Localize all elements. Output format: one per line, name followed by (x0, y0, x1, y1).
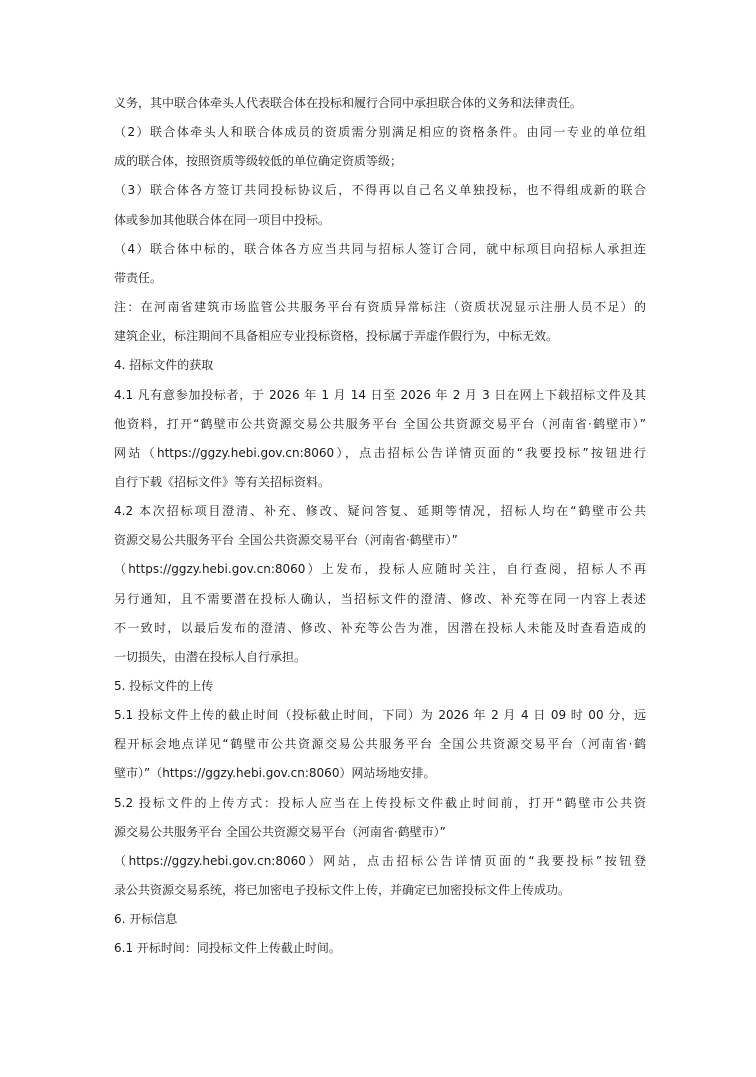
text-line: 网站（https://ggzy.hebi.gov.cn:8060），点击招标公告详情页面的“我要投标”按钮进行 (114, 445, 646, 460)
text-line: 录公共资源交易系统，将已加密电子投标文件上传，并确定已加密投标文件上传成功。 (114, 883, 571, 898)
text-line: （https://ggzy.hebi.gov.cn:8060）上发布，投标人应随时关注，自行查阅，招标人不再 (114, 562, 646, 577)
text-line: 带责任。 (114, 270, 163, 285)
text-line: 成的联合体，按照资质等级较低的单位确定资质等级； (114, 154, 403, 169)
text-line: 4. 招标文件的获取 (114, 358, 214, 373)
text-line: 6. 开标信息 (114, 912, 178, 927)
text-line: 6.1 开标时间：同投标文件上传截止时间。 (114, 941, 341, 956)
text-line: （https://ggzy.hebi.gov.cn:8060）网站，点击招标公告详情页面的“我要投标”按钮登 (114, 853, 646, 868)
text-line: 建筑企业，标注期间不具备相应专业投标资格，投标属于弄虚作假行为，中标无效。 (114, 329, 559, 344)
text-line: 壁市）”（https://ggzy.hebi.gov.cn:8060）网站场地安排。 (114, 766, 436, 781)
text-line: 4.2 本次招标项目澄清、补充、修改、疑问答复、延期等情况，招标人均在“鹤壁市公共 (114, 504, 646, 519)
text-line: （3）联合体各方签订共同投标协议后，不得再以自己名义单独投标，也不得组成新的联合 (114, 183, 646, 198)
text-line: 资源交易公共服务平台 全国公共资源交易平台（河南省·鹤壁市）” (114, 533, 458, 548)
text-line: 源交易公共服务平台 全国公共资源交易平台（河南省·鹤壁市）” (114, 824, 446, 839)
text-line: 一切损失，由潜在投标人自行承担。 (114, 649, 307, 664)
text-line: 4.1 凡有意参加投标者，于 2026 年 1 月 14 日至 2026 年 2 月 3 日在网上下载招标文件及其 (114, 387, 646, 402)
text-line: （4）联合体中标的，联合体各方应当共同与招标人签订合同，就中标项目向招标人承担连 (114, 241, 646, 256)
text-line: 5.1 投标文件上传的截止时间（投标截止时间，下同）为 2026 年 2 月 4 日 09 时 00 分，远 (114, 708, 646, 723)
text-line: 自行下载《招标文件》等有关招标资料。 (114, 474, 331, 489)
text-line: 注：在河南省建筑市场监管公共服务平台有资质异常标注（资质状况显示注册人员不足）的 (114, 300, 646, 315)
text-line: 不一致时，以最后发布的澄清、修改、补充等公告为准，因潜在投标人未能及时查看造成的 (114, 620, 646, 635)
text-line: 5.2 投标文件的上传方式：投标人应当在上传投标文件截止时间前，打开“鹤壁市公共资 (114, 795, 646, 810)
text-line: 5. 投标文件的上传 (114, 679, 214, 693)
text-line: 体或参加其他联合体在同一项目中投标。 (114, 212, 331, 227)
text-line: 他资料，打开“鹤壁市公共资源交易公共服务平台 全国公共资源交易平台（河南省·鹤壁市）” (114, 416, 646, 431)
text-line: 另行通知，且不需要潜在投标人确认，当招标文件的澄清、修改、补充等在同一内容上表述 (114, 591, 646, 606)
text-line: （2）联合体牵头人和联合体成员的资质需分别满足相应的资格条件。由同一专业的单位组 (114, 125, 646, 140)
text-line: 义务，其中联合体牵头人代表联合体在投标和履行合同中承担联合体的义务和法律责任。 (114, 96, 583, 110)
text-line: 程开标会地点详见“鹤壁市公共资源交易公共服务平台 全国公共资源交易平台（河南省·鹤 (114, 737, 646, 752)
